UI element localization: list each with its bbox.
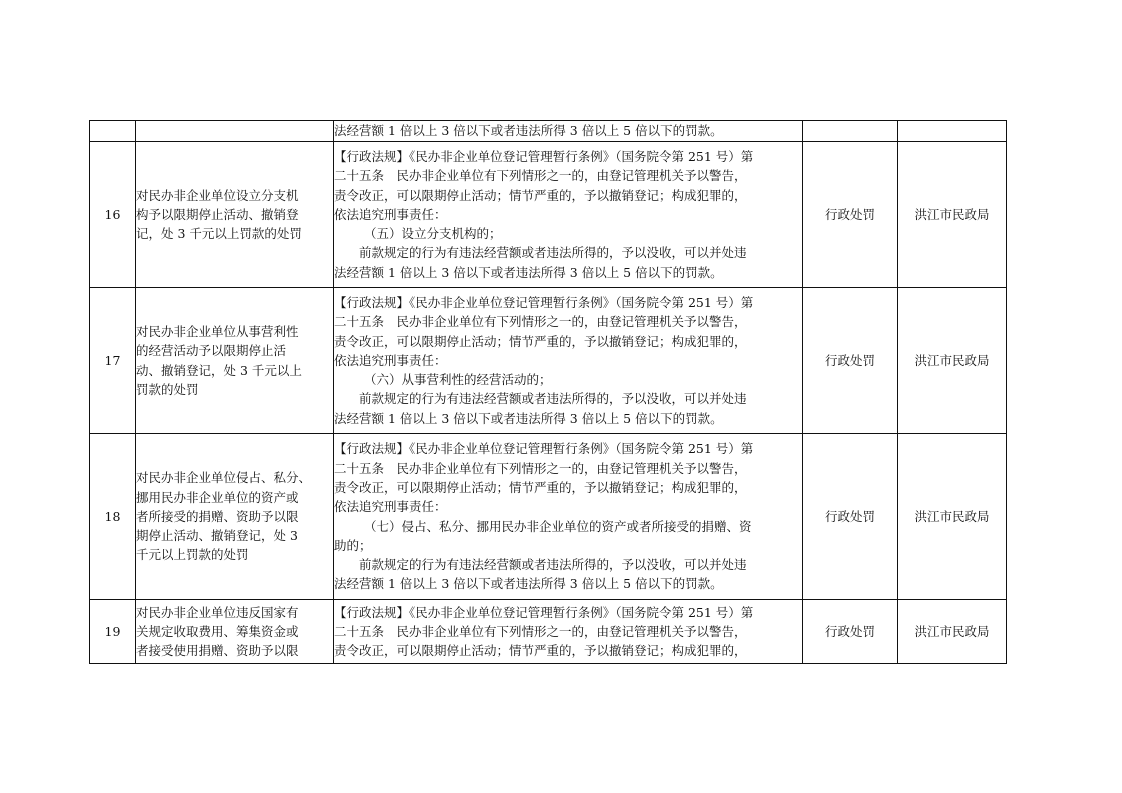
department-cell	[898, 121, 1007, 142]
basis-line: 二十五条 民办非企业单位有下列情形之一的，由登记管理机关予以警告，	[334, 168, 747, 184]
basis-line: （七）侵占、私分、挪用民办非企业单位的资产或者所接受的捐赠、资	[364, 518, 752, 534]
item-description	[136, 434, 334, 600]
table-row	[90, 288, 1007, 434]
legal-basis	[334, 600, 803, 664]
penalty-type: 行政处罚	[803, 142, 898, 288]
row-number-cell	[90, 121, 136, 142]
basis-line: 【行政法规】《民办非企业单位登记管理暂行条例》（国务院令第 251 号）第	[334, 294, 754, 310]
item-line: 者所接受的捐赠、资助予以限	[136, 508, 299, 524]
basis-line: （五）设立分支机构的；	[364, 226, 502, 242]
item-line: 对民办非企业单位设立分支机	[136, 187, 299, 203]
department: 洪江市民政局	[898, 288, 1007, 434]
item-line: 对民办非企业单位侵占、私分、	[136, 470, 312, 486]
table-row	[90, 434, 1007, 600]
item-line: 动、撤销登记，处 3 千元以上	[136, 362, 302, 378]
item-description	[136, 288, 334, 434]
basis-line: 助的；	[334, 537, 372, 553]
item-description	[136, 142, 334, 288]
basis-line: 【行政法规】《民办非企业单位登记管理暂行条例》（国务院令第 251 号）第	[334, 441, 754, 457]
item-cell	[136, 121, 334, 142]
basis-line: 前款规定的行为有违法经营额或者违法所得的，予以没收，可以并处违	[359, 557, 747, 573]
penalty-type: 行政处罚	[803, 288, 898, 434]
penalty-type: 行政处罚	[803, 600, 898, 664]
basis-line: 二十五条 民办非企业单位有下列情形之一的，由登记管理机关予以警告，	[334, 460, 747, 476]
basis-line: 依法追究刑事责任：	[334, 206, 447, 222]
row-number: 19	[90, 600, 136, 664]
item-line: 对民办非企业单位违反国家有	[136, 604, 299, 620]
basis-line: 前款规定的行为有违法经营额或者违法所得的，予以没收，可以并处违	[359, 391, 747, 407]
legal-basis	[334, 434, 803, 600]
department: 洪江市民政局	[898, 600, 1007, 664]
basis-line: 法经营额 1 倍以上 3 倍以下或者违法所得 3 倍以上 5 倍以下的罚款。	[334, 264, 723, 280]
item-line: 罚款的处罚	[136, 381, 199, 397]
basis-line: 责令改正，可以限期停止活动；情节严重的，予以撤销登记；构成犯罪的，	[334, 187, 747, 203]
basis-line: 责令改正，可以限期停止活动；情节严重的，予以撤销登记；构成犯罪的，	[334, 333, 747, 349]
department: 洪江市民政局	[898, 434, 1007, 600]
legal-basis-cell	[334, 121, 803, 142]
department: 洪江市民政局	[898, 142, 1007, 288]
basis-line: 【行政法规】《民办非企业单位登记管理暂行条例》（国务院令第 251 号）第	[334, 148, 754, 164]
basis-line: 法经营额 1 倍以上 3 倍以下或者违法所得 3 倍以上 5 倍以下的罚款。	[334, 123, 723, 139]
penalty-type: 行政处罚	[803, 434, 898, 600]
basis-line: 【行政法规】《民办非企业单位登记管理暂行条例》（国务院令第 251 号）第	[334, 604, 754, 620]
table-row	[90, 600, 1007, 664]
basis-line: 依法追究刑事责任：	[334, 352, 447, 368]
table-row-continuation	[90, 121, 1007, 142]
legal-basis	[334, 288, 803, 434]
row-number: 18	[90, 434, 136, 600]
basis-line: 前款规定的行为有违法经营额或者违法所得的，予以没收，可以并处违	[359, 245, 747, 261]
basis-line: 法经营额 1 倍以上 3 倍以下或者违法所得 3 倍以上 5 倍以下的罚款。	[334, 410, 723, 426]
item-line: 的经营活动予以限期停止活	[136, 343, 287, 359]
basis-line: （六）从事营利性的经营活动的；	[364, 372, 552, 388]
basis-line: 责令改正，可以限期停止活动；情节严重的，予以撤销登记；构成犯罪的，	[334, 479, 747, 495]
item-line: 记，处 3 千元以上罚款的处罚	[136, 226, 302, 242]
row-number: 16	[90, 142, 136, 288]
item-line: 构予以限期停止活动、撤销登	[136, 206, 299, 222]
item-line: 期停止活动、撤销登记，处 3	[136, 528, 298, 544]
basis-line: 责令改正，可以限期停止活动；情节严重的，予以撤销登记；构成犯罪的，	[334, 643, 747, 659]
basis-line: 依法追究刑事责任：	[334, 499, 447, 515]
item-line: 关规定收取费用、筹集资金或	[136, 623, 299, 639]
item-line: 对民办非企业单位从事营利性	[136, 323, 299, 339]
basis-line: 二十五条 民办非企业单位有下列情形之一的，由登记管理机关予以警告，	[334, 314, 747, 330]
basis-line: 二十五条 民办非企业单位有下列情形之一的，由登记管理机关予以警告，	[334, 623, 747, 639]
basis-line: 法经营额 1 倍以上 3 倍以下或者违法所得 3 倍以上 5 倍以下的罚款。	[334, 576, 723, 592]
penalty-table	[89, 120, 1007, 664]
table-row	[90, 142, 1007, 288]
item-description	[136, 600, 334, 664]
legal-basis	[334, 142, 803, 288]
penalty-type-cell	[803, 121, 898, 142]
row-number: 17	[90, 288, 136, 434]
item-line: 千元以上罚款的处罚	[136, 547, 249, 563]
item-line: 挪用民办非企业单位的资产或	[136, 489, 299, 505]
item-line: 者接受使用捐赠、资助予以限	[136, 643, 299, 659]
